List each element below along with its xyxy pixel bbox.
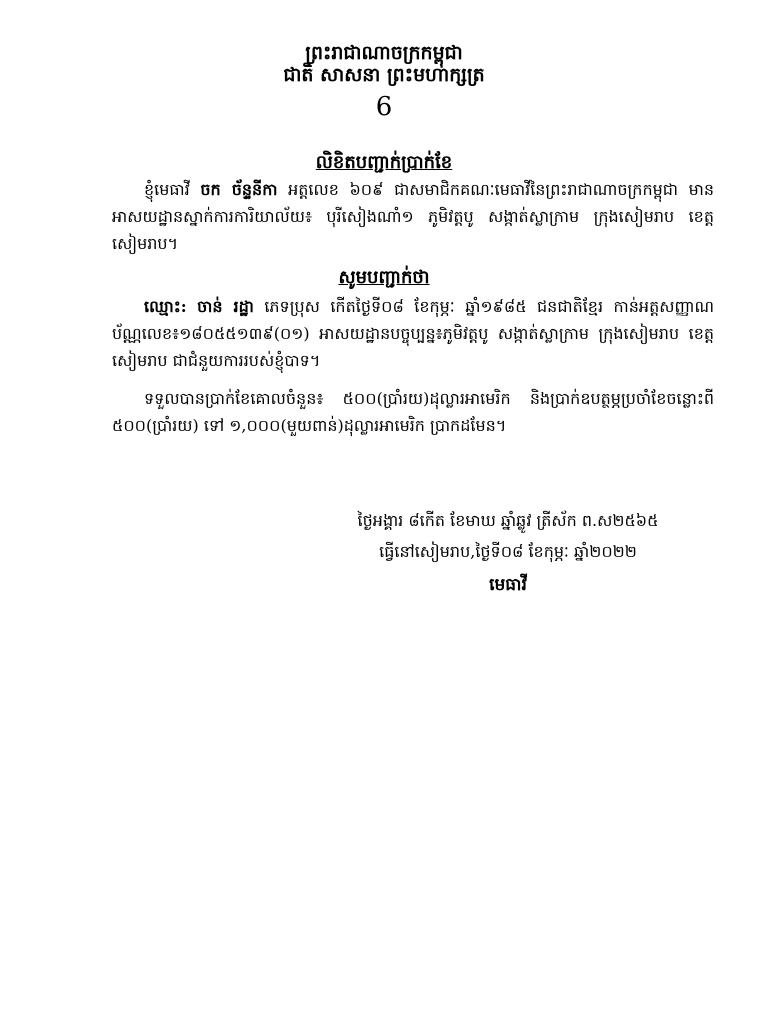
name-label: ឈ្មោះ xyxy=(144,297,181,316)
lunar-date: ថ្ងៃអង្គារ ៨កើត ខែមាឃ ឆ្នាំឆ្លូវ ត្រីស័ក ព.ស២៥៦៥ xyxy=(357,511,659,530)
document-title: លិខិតបញ្ជាក់ប្រាក់ខែ xyxy=(315,152,453,173)
assistant-paragraph xyxy=(112,293,714,374)
lawyer-lead: ខ្ញុំមេធាវី xyxy=(144,180,190,199)
place-and-date: ធ្វើនៅសៀមរាប,ថ្ងៃទី០៨ ខែកុម្ភៈ ឆ្នាំ២០២២ xyxy=(379,542,637,561)
lawyer-details: អត្តលេខ ៦០៩ ជាសមាជិកគណៈមេធាវីនៃព្រះរាជាណាចក្រកម្ពុជា មានអាសយដ្ឋានស្នាក់ការការិយាល័យ៖ បុរីសៀងណាំ១ ភូមិវត្តបូ សង្កាត់ស្លាក្រាម ក្រុងសៀមរាប ខេត្តសៀមរាប។ xyxy=(112,180,715,253)
name-colon: : xyxy=(180,297,187,316)
assistant-name: ចាន់ រដ្ឋា xyxy=(197,297,254,316)
document-header xyxy=(0,42,768,122)
page-number: 6 xyxy=(375,92,393,122)
lawyer-paragraph xyxy=(112,176,714,257)
assistant-details: ភេទប្រុស កើតថ្ងៃទី០៨ ខែកុម្ភៈ ឆ្នាំ១៩៨៥ ជនជាតិខ្មែរ កាន់អត្តសញ្ញាណប័ណ្ណលេខ៖១៨០៥៥១៣៩(០១) អាសយដ្ឋានបច្ចុប្បន្ន៖ភូមិវត្តបូ សង្កាត់ស្លាក្រាម ក្រុងសៀមរាប ខេត្តសៀមរាប ជាជំនួយការរបស់ខ្ញុំបាទ។ xyxy=(112,297,714,370)
salary-text: ទទួលបានប្រាក់ខែគោលចំនួន៖ ៥០០(ប្រាំរយ)ដុល្លារអាមេរិក និងប្រាក់ឧបត្ថម្ភប្រចាំខែចន្លោះពី ៥០០(ប្រាំរយ) ទៅ ១,០០០(មួយពាន់)ដុល្លារអាមេរិក ប្រាកដមែន។ xyxy=(112,389,714,435)
signer-title: មេធាវី xyxy=(489,575,527,595)
national-motto: ជាតិ សាសនា ព្រះមហាក្សត្រ xyxy=(283,64,485,86)
section-title: សូមបញ្ជាក់ថា xyxy=(338,267,430,288)
kingdom-heading: ព្រះរាជាណាចក្រកម្ពុជា xyxy=(305,42,463,64)
lawyer-name: ចក ច័ន្ទនីកា xyxy=(200,180,278,199)
salary-paragraph xyxy=(112,385,714,439)
